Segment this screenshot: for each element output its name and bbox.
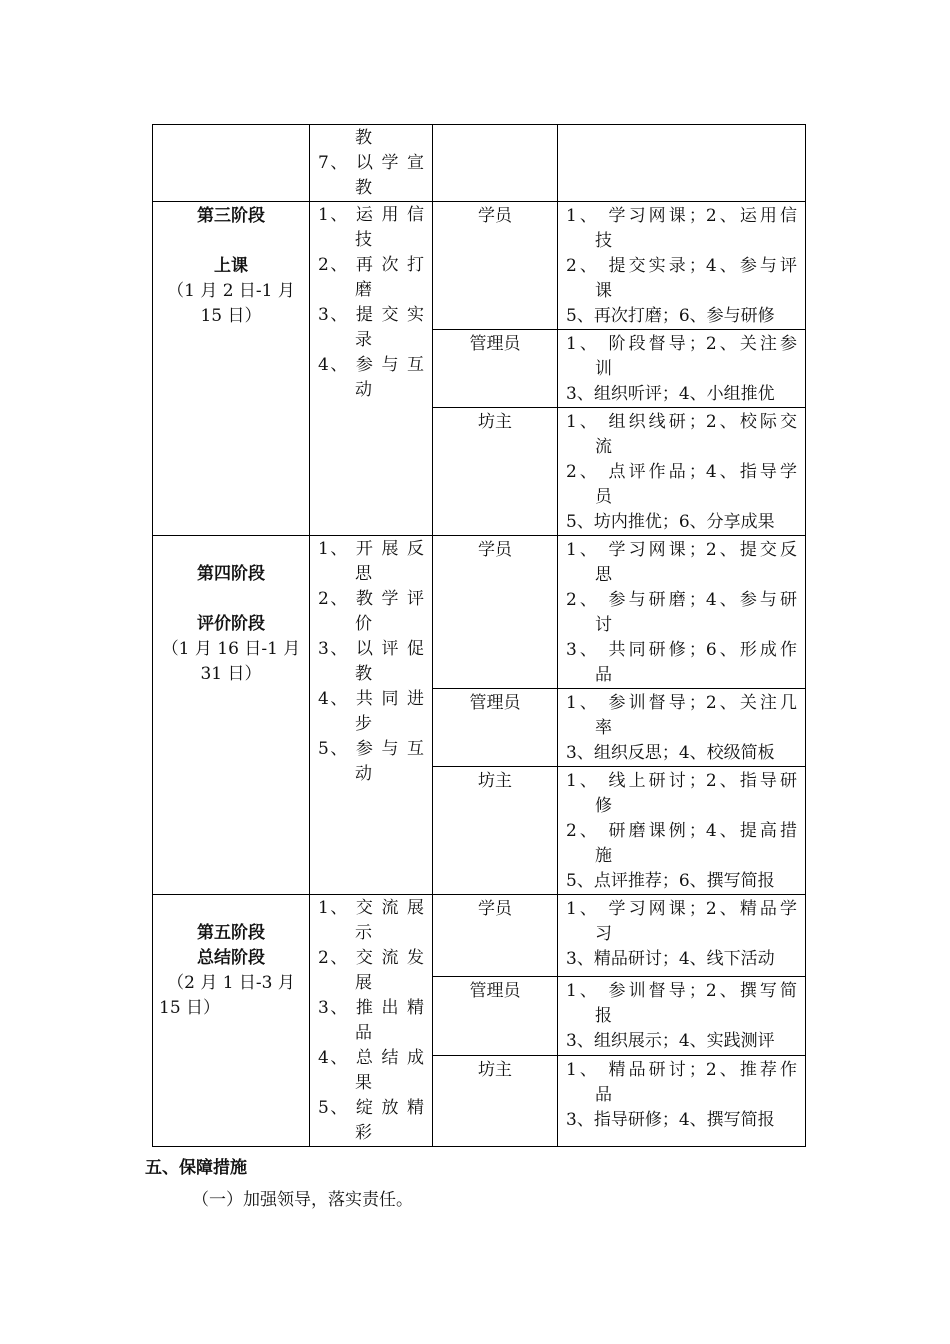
role-cell (433, 202, 558, 330)
activity-line: 讨 (595, 615, 612, 635)
stage-cell (153, 125, 310, 202)
task-cell (310, 202, 433, 536)
stage-date: 15 日） (200, 306, 262, 326)
role-label: 管理员 (469, 981, 521, 1002)
task-line: 4、 参 与 互 (318, 355, 424, 375)
activity-line: 训 (595, 359, 612, 379)
task-cell (310, 536, 433, 895)
task-cell (310, 895, 433, 1147)
role-cell (433, 536, 558, 689)
task-line: 思 (355, 564, 372, 584)
activity-line: 课 (595, 281, 612, 301)
task-line: 彩 (355, 1123, 372, 1143)
table-row (153, 125, 806, 202)
activity-line: 2、 点评作品；4、指导学 (566, 462, 797, 482)
activity-cell (558, 125, 806, 202)
activity-cell (558, 536, 806, 689)
role-label: 坊主 (478, 1059, 512, 1080)
table-row (153, 202, 806, 330)
task-line: 价 (355, 614, 372, 634)
task-line: 3、 提 交 实 (318, 305, 424, 325)
activity-line: 5、再次打磨；6、参与研修 (566, 306, 775, 326)
activity-line: 2、 提交实录；4、参与评 (566, 256, 797, 276)
activity-cell (558, 202, 806, 330)
task-line: 果 (355, 1073, 372, 1093)
task-line: 2、 再 次 打 (318, 255, 424, 275)
activity-line: 1、 学习网课；2、精品学 (566, 899, 797, 919)
role-cell (433, 125, 558, 202)
task-line: 4、 共 同 进 (318, 689, 424, 709)
activity-line: 习 (595, 924, 612, 944)
stage-cell (153, 536, 310, 895)
activity-cell (558, 408, 806, 536)
activity-line: 员 (595, 487, 612, 507)
role-label: 学员 (478, 540, 512, 560)
role-label: 学员 (478, 206, 512, 226)
table-row (153, 895, 806, 977)
task-line: 展 (355, 973, 372, 993)
task-line: 2、 教 学 评 (318, 589, 424, 609)
role-cell (433, 330, 558, 408)
task-cell (310, 125, 433, 202)
stage-subtitle: 总结阶段 (197, 948, 265, 968)
role-label: 学员 (478, 899, 512, 919)
activity-line: 3、组织反思；4、校级简板 (566, 743, 775, 763)
activity-line: 施 (595, 846, 612, 866)
task-line: 动 (355, 380, 372, 400)
activity-line: 品 (595, 665, 612, 685)
activity-cell (558, 977, 806, 1055)
training-schedule-table (152, 124, 806, 1147)
table-row (153, 536, 806, 689)
role-cell (433, 1055, 558, 1146)
role-cell (433, 408, 558, 536)
stage-date: （2 月 1 日-3 月 (167, 973, 295, 993)
activity-line: 3、组织听评；4、小组推优 (566, 384, 775, 404)
task-line: 技 (355, 230, 372, 250)
activity-line: 5、点评推荐；6、撰写简报 (566, 871, 775, 891)
role-cell (433, 977, 558, 1055)
task-line: 1、 开 展 反 (318, 539, 424, 559)
task-line: 教 (355, 178, 372, 198)
task-line: 教 (355, 664, 372, 684)
activity-line: 报 (595, 1006, 612, 1027)
activity-line: 修 (595, 796, 612, 816)
task-line: 录 (355, 330, 372, 350)
stage-date: （1 月 16 日-1 月 (161, 639, 301, 659)
activity-line: 1、 参训督导；2、关注几 (566, 693, 797, 713)
activity-line: 1、 学习网课；2、运用信 (566, 206, 797, 226)
activity-line: 3、精品研讨；4、线下活动 (566, 949, 775, 969)
activity-cell (558, 895, 806, 977)
activity-line: 1、 组织线研；2、校际交 (566, 412, 797, 432)
task-line: 3、 推 出 精 (318, 998, 424, 1018)
activity-line: 品 (595, 1084, 612, 1105)
role-cell (433, 689, 558, 767)
activity-line: 1、 学习网课；2、提交反 (566, 540, 797, 560)
task-line: 示 (355, 923, 372, 943)
activity-line: 3、指导研修；4、撰写简报 (566, 1109, 775, 1130)
task-line: 4、 总 结 成 (318, 1048, 424, 1068)
task-line: 步 (355, 714, 372, 734)
task-line: 品 (355, 1023, 372, 1043)
activity-line: 1、 参训督导；2、撰写简 (566, 981, 797, 1002)
activity-line: 5、坊内推优；6、分享成果 (566, 512, 775, 532)
task-line: 5、 参 与 互 (318, 739, 424, 759)
stage-name: 第四阶段 (197, 564, 265, 584)
activity-cell (558, 689, 806, 767)
stage-cell (153, 895, 310, 1147)
activity-line: 1、 精品研讨；2、推荐作 (566, 1059, 797, 1080)
stage-date: 15 日） (159, 998, 221, 1018)
role-cell (433, 767, 558, 895)
role-label: 管理员 (469, 693, 521, 713)
task-line: 5、 绽 放 精 (318, 1098, 424, 1118)
role-cell (433, 895, 558, 977)
activity-line: 3、 共同研修；6、形成作 (566, 640, 797, 660)
section-heading: 五、保障措施 (145, 1158, 247, 1178)
role-label: 管理员 (469, 334, 521, 354)
activity-line: 3、组织展示；4、实践测评 (566, 1031, 775, 1052)
stage-date: 31 日） (200, 664, 262, 684)
stage-name: 第三阶段 (197, 206, 265, 226)
role-label: 坊主 (478, 412, 512, 432)
activity-cell (558, 330, 806, 408)
stage-subtitle: 上课 (214, 256, 248, 276)
task-line: 7、 以 学 宣 (318, 153, 424, 173)
task-line: 磨 (355, 280, 372, 300)
activity-line: 思 (595, 565, 612, 585)
activity-line: 1、 阶段督导；2、关注参 (566, 334, 797, 354)
activity-line: 2、 参与研磨；4、参与研 (566, 590, 797, 610)
activity-line: 流 (595, 437, 612, 457)
task-line: 教 (355, 128, 372, 148)
activity-line: 技 (595, 231, 612, 251)
stage-cell (153, 202, 310, 536)
role-label: 坊主 (478, 771, 512, 791)
activity-cell (558, 1055, 806, 1146)
task-line: 2、 交 流 发 (318, 948, 424, 968)
task-line: 3、 以 评 促 (318, 639, 424, 659)
activity-line: 2、 研磨课例；4、提高措 (566, 821, 797, 841)
task-line: 动 (355, 764, 372, 784)
task-line: 1、 运 用 信 (318, 205, 424, 225)
activity-line: 1、 线上研讨；2、指导研 (566, 771, 797, 791)
activity-cell (558, 767, 806, 895)
stage-date: （1 月 2 日-1 月 (167, 281, 295, 301)
section-paragraph: （一）加强领导，落实责任。 (192, 1190, 413, 1210)
activity-line: 率 (595, 718, 612, 738)
stage-subtitle: 评价阶段 (197, 614, 265, 634)
task-line: 1、 交 流 展 (318, 898, 424, 918)
stage-name: 第五阶段 (197, 923, 265, 943)
